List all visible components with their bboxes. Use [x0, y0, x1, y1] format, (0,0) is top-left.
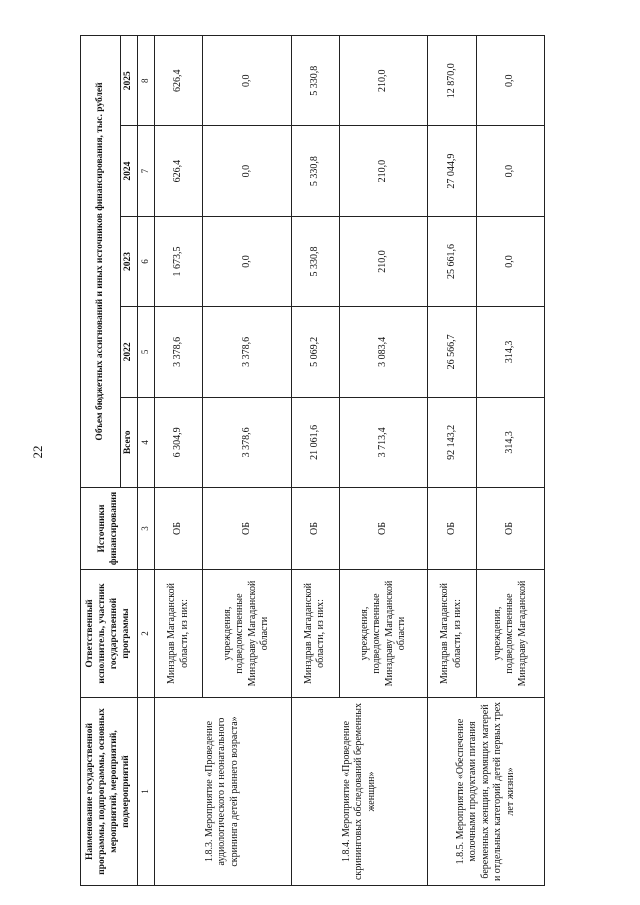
column-number: 1	[137, 698, 154, 886]
rotated-table-container	[80, 36, 545, 886]
budget-table	[80, 35, 545, 886]
page-number: 22	[30, 445, 45, 459]
table-row	[154, 35, 202, 885]
total-cell: 314,3	[476, 397, 544, 487]
activity-name: 1.8.4. Мероприятие «Проведение скрининговых обследований беременных женщин»	[291, 698, 428, 886]
header-total: Всего	[121, 397, 138, 487]
executor-cell: учреждения, подведомственные Минздраву Магаданской области	[339, 570, 427, 698]
total-cell: 3 378,6	[203, 397, 291, 487]
year-cell: 0,0	[203, 216, 291, 306]
year-cell: 27 044,9	[428, 126, 476, 216]
year-cell: 12 870,0	[428, 35, 476, 125]
year-cell: 626,4	[154, 126, 202, 216]
column-number: 2	[137, 570, 154, 698]
source-cell: ОБ	[476, 488, 544, 570]
year-cell: 3 378,6	[203, 307, 291, 397]
column-number: 8	[137, 35, 154, 125]
column-number: 3	[137, 488, 154, 570]
total-cell: 3 713,4	[339, 397, 427, 487]
executor-cell: Минздрав Магаданской области, из них:	[291, 570, 339, 698]
executor-cell: Минздрав Магаданской области, из них:	[428, 570, 476, 698]
source-cell: ОБ	[428, 488, 476, 570]
header-source: Источники финансирования	[81, 488, 138, 570]
year-cell: 5 069,2	[291, 307, 339, 397]
year-cell: 5 330,8	[291, 35, 339, 125]
year-cell: 626,4	[154, 35, 202, 125]
source-cell: ОБ	[154, 488, 202, 570]
year-cell: 5 330,8	[291, 126, 339, 216]
header-year: 2023	[121, 216, 138, 306]
header-row	[81, 35, 121, 885]
column-number-row	[137, 35, 154, 885]
year-cell: 25 661,6	[428, 216, 476, 306]
year-cell: 0,0	[203, 126, 291, 216]
executor-cell: Минздрав Магаданской области, из них:	[154, 570, 202, 698]
header-year: 2022	[121, 307, 138, 397]
header-year: 2024	[121, 126, 138, 216]
table-row	[291, 35, 339, 885]
year-cell: 314,3	[476, 307, 544, 397]
year-cell: 5 330,8	[291, 216, 339, 306]
column-number: 7	[137, 126, 154, 216]
year-cell: 26 566,7	[428, 307, 476, 397]
source-cell: ОБ	[339, 488, 427, 570]
total-cell: 92 143,2	[428, 397, 476, 487]
year-cell: 1 673,5	[154, 216, 202, 306]
activity-name: 1.8.3. Мероприятие «Проведение аудиологического и неонатального скрининга детей раннего возраста»	[154, 698, 291, 886]
header-year: 2025	[121, 35, 138, 125]
executor-cell: учреждения, подведомственные Минздраву Магаданской области	[203, 570, 291, 698]
year-cell: 210,0	[339, 35, 427, 125]
table-row	[428, 35, 476, 885]
year-cell: 210,0	[339, 126, 427, 216]
source-cell: ОБ	[203, 488, 291, 570]
executor-cell: учреждения, подведомственные Минздраву Магаданской	[476, 570, 544, 698]
header-budget: Объем бюджетных ассигнований и иных источников финансирования, тыс. рублей	[81, 35, 121, 487]
year-cell: 0,0	[476, 216, 544, 306]
year-cell: 0,0	[476, 126, 544, 216]
header-name: Наименование государственной программы, подпрограммы, основных мероприятий, мероприятий, подмероприятий	[81, 698, 138, 886]
column-number: 4	[137, 397, 154, 487]
year-cell: 0,0	[476, 35, 544, 125]
activity-name: 1.8.5. Мероприятие «Обеспечение молочными продуктами питания беременных женщин, кормящих матерей и отдельных категорий детей первых трех лет жизни»	[428, 698, 545, 886]
year-cell: 210,0	[339, 216, 427, 306]
header-executor: Ответственный исполнитель, участник государственной программы	[81, 570, 138, 698]
total-cell: 6 304,9	[154, 397, 202, 487]
column-number: 5	[137, 307, 154, 397]
year-cell: 3 083,4	[339, 307, 427, 397]
column-number: 6	[137, 216, 154, 306]
total-cell: 21 061,6	[291, 397, 339, 487]
year-cell: 0,0	[203, 35, 291, 125]
year-cell: 3 378,6	[154, 307, 202, 397]
source-cell: ОБ	[291, 488, 339, 570]
